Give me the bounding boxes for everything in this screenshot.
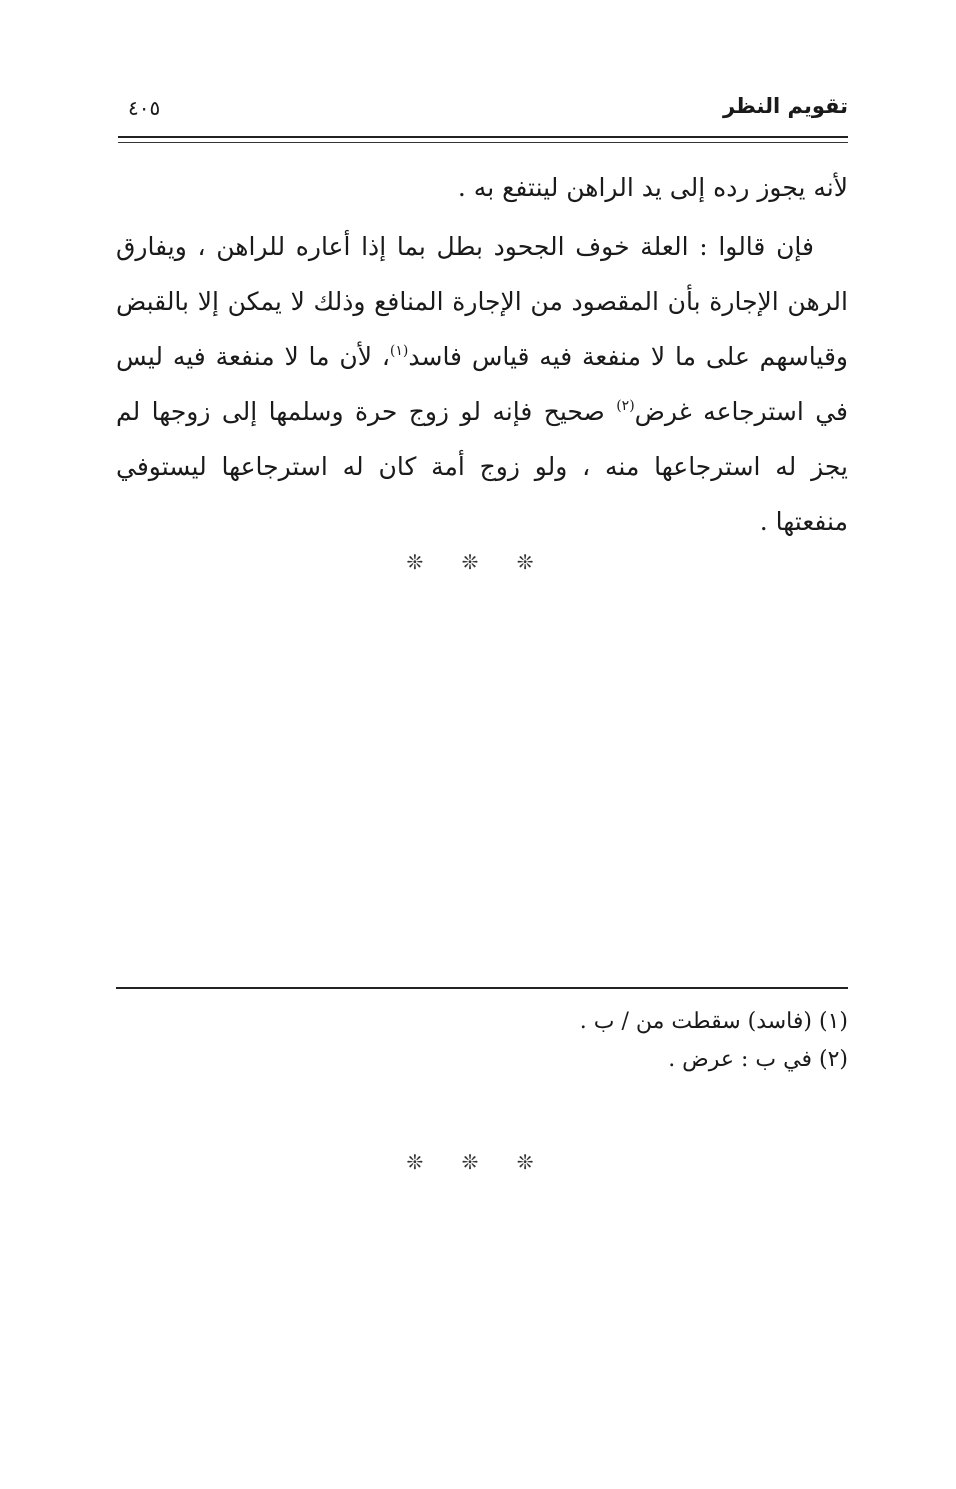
footnote-ref: (٢)	[616, 398, 635, 414]
footnote: (٢) في ب : عرض .	[668, 1047, 848, 1072]
footnote: (١) (فاسد) سقطت من / ب .	[579, 1009, 848, 1034]
running-header	[118, 92, 848, 126]
paragraph-text: فإن قالوا : العلة خوف الجحود بطل بما إذا أعاره للراهن ، ويفارق الرهن الإجارة بأن المقصود من الإجارة المنافع وذلك لا يمكن إلا بالقبض وقياسهم على ما لا منفعة فيه قياس فاسد	[116, 232, 848, 371]
end-ornament: ❊ ❊ ❊	[406, 1150, 550, 1174]
header-rule-thin	[118, 142, 848, 143]
header-rule-thick	[118, 136, 848, 138]
footnotes	[116, 1003, 848, 1079]
footnote-ref: (١)	[389, 343, 409, 359]
paragraph-text: ، لأن ما لا منفعة فيه ليس في استرجاعه غرض	[116, 342, 848, 426]
main-text	[116, 160, 848, 549]
paragraph-text: صحيح فإنه لو زوج حرة وسلمها إلى زوجها لم يجز له استرجاعها منه ، ولو زوج أمة كان له استرجاعها ليستوفي منفعتها .	[116, 397, 848, 536]
footnote-rule	[116, 987, 848, 989]
section-ornament: ❊ ❊ ❊	[406, 550, 550, 574]
paragraph: لأنه يجوز رده إلى يد الراهن لينتفع به .	[457, 173, 848, 202]
paragraph	[116, 219, 848, 549]
page-number: ٤٠٥	[128, 96, 161, 120]
book-title: تقويم النظر	[722, 94, 848, 118]
